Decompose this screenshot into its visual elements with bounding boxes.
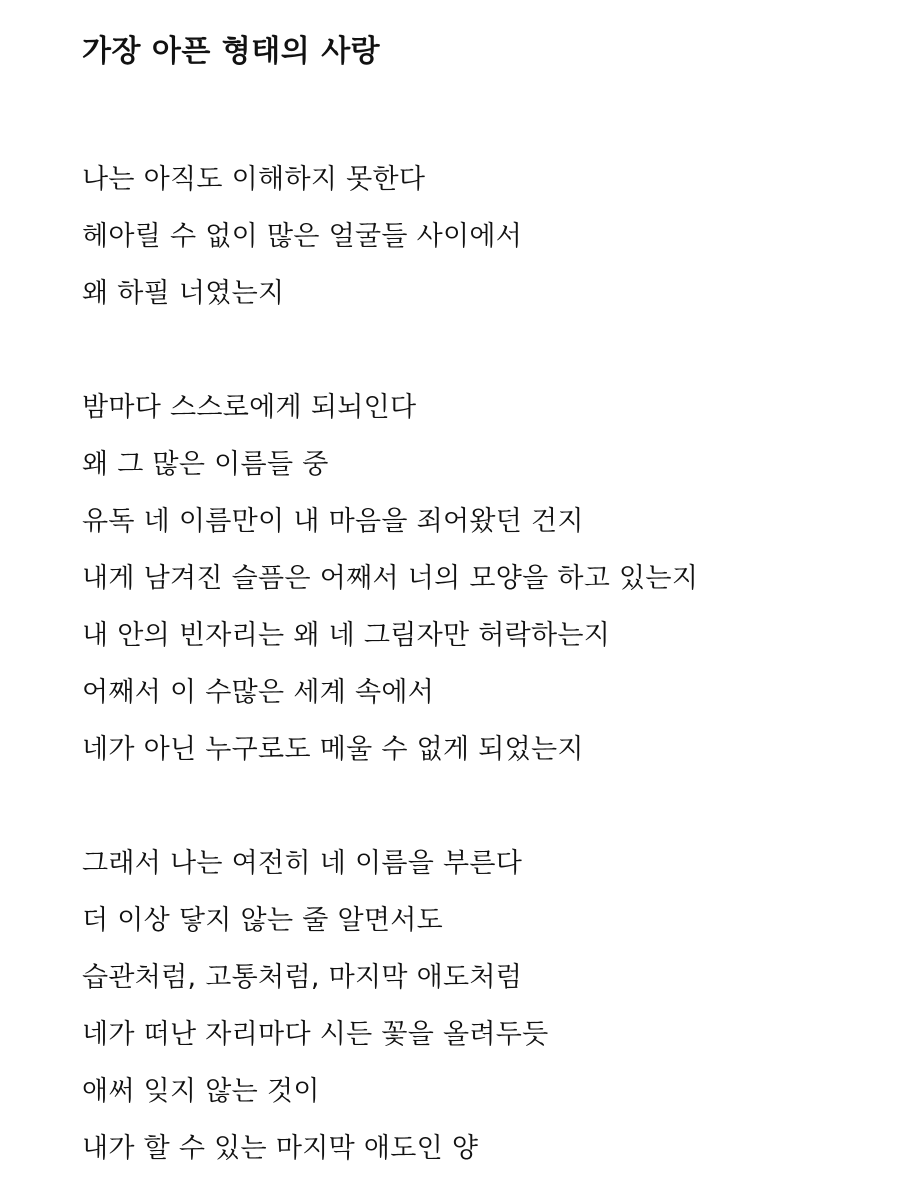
poem-line: 왜 그 많은 이름들 중	[82, 449, 329, 480]
stanza-1	[82, 151, 522, 322]
poem-line: 왜 하필 너였는지	[82, 278, 285, 309]
poem-title: 가장 아픈 형태의 사랑	[82, 34, 381, 69]
poem-line: 유독 네 이름만이 내 마음을 죄어왔던 건지	[82, 506, 584, 537]
poem-line: 네가 아닌 누구로도 메울 수 없게 되었는지	[82, 734, 584, 765]
poem-line: 네가 떠난 자리마다 시든 꽃을 올려두듯	[82, 1019, 549, 1050]
poem-line: 어째서 이 수많은 세계 속에서	[82, 677, 435, 708]
poem-line: 내가 할 수 있는 마지막 애도인 양	[82, 1133, 479, 1164]
poem-line: 나는 아직도 이해하지 못한다	[82, 164, 426, 195]
poem-line: 애써 잊지 않는 것이	[82, 1076, 320, 1107]
poem-line: 내게 남겨진 슬픔은 어째서 너의 모양을 하고 있는지	[82, 563, 699, 594]
poem-line: 습관처럼, 고통처럼, 마지막 애도처럼	[82, 962, 523, 993]
poem-line: 내 안의 빈자리는 왜 네 그림자만 허락하는지	[82, 620, 611, 651]
poem-line: 그래서 나는 여전히 네 이름을 부른다	[82, 848, 523, 879]
stanza-3	[82, 835, 549, 1177]
poem-line: 헤아릴 수 없이 많은 얼굴들 사이에서	[82, 221, 523, 252]
stanza-2	[82, 379, 698, 778]
poem-line: 밤마다 스스로에게 되뇌인다	[82, 392, 417, 423]
poem-line: 더 이상 닿지 않는 줄 알면서도	[82, 905, 443, 936]
